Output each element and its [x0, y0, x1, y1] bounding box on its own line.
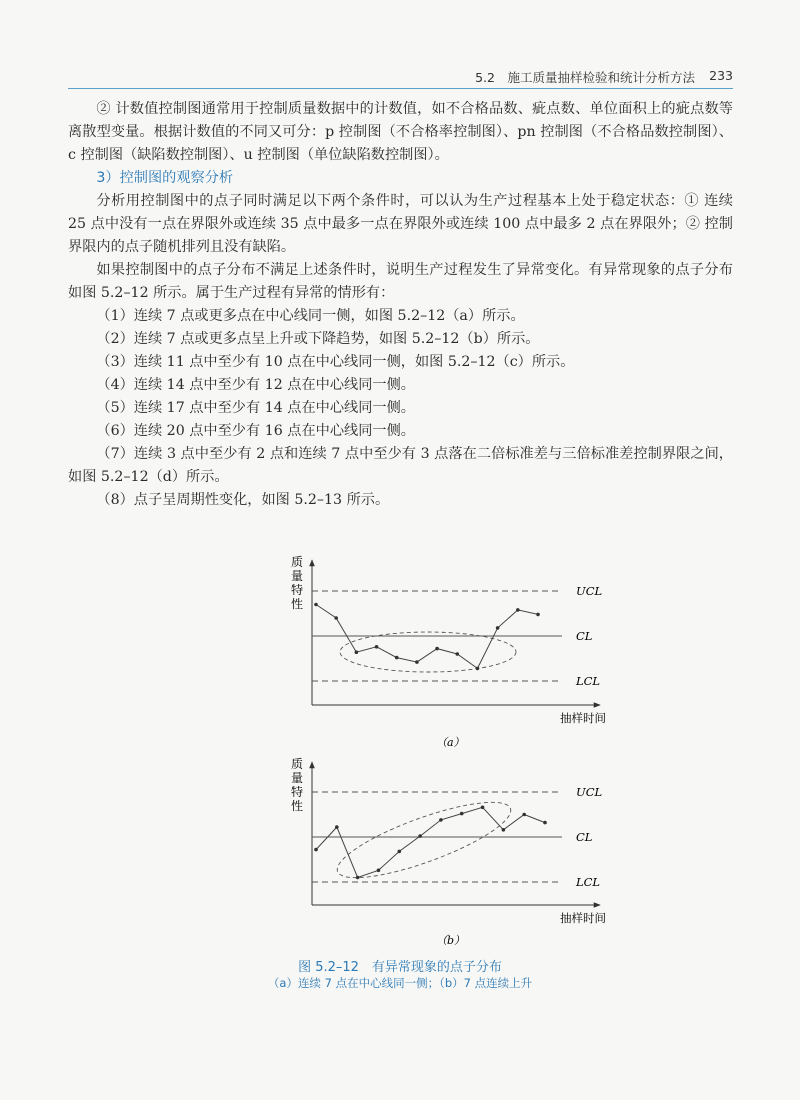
section-title: 5.2 施工质量抽样检验和统计分析方法	[475, 70, 695, 85]
data-point	[496, 626, 500, 630]
data-point	[377, 869, 381, 873]
data-point	[314, 603, 318, 607]
data-point	[460, 812, 464, 816]
data-point	[355, 650, 359, 654]
panel-label-a: （a）	[436, 736, 465, 749]
data-point	[543, 821, 547, 825]
y-axis-label-char: 质	[291, 555, 304, 569]
data-point	[334, 616, 338, 620]
paragraph-count-control-chart: ② 计数值控制图通常用于控制质量数据中的计数值，如不合格品数、疵点数、单位面积上的疵点数等离散型变量。根据计数值的不同又可分：p 控制图（不合格率控制图）、pn 控制图（不合格品数控制图）、c 控制图（缺陷数控制图）、u 控制图（单位缺陷数控制图）。	[68, 101, 733, 163]
y-axis-label-char: 量	[291, 771, 304, 785]
list-item: （7）连续 3 点中至少有 2 点和连续 7 点中至少有 3 点落在二倍标准差与三倍标准差控制界限之间，如图 5.2–12（d）所示。	[68, 446, 733, 485]
data-point	[375, 645, 379, 649]
list-item: （3）连续 11 点中至少有 10 点在中心线同一侧，如图 5.2–12（c）所示。	[96, 354, 575, 370]
paragraph-stable-conditions: 分析用控制图中的点子同时满足以下两个条件时，可以认为生产过程基本上处于稳定状态：① 连续 25 点中没有一点在界限外或连续 35 点中最多一点在界限外或连续 100 点中最多 2 点在界限外；② 控制界限内的点子随机排列且没有缺陷。	[68, 193, 733, 255]
figure-caption-sub: （a）连续 7 点在中心线同一侧；（b）7 点连续上升	[267, 976, 533, 990]
data-point	[455, 652, 459, 656]
y-axis-label-char: 量	[291, 569, 304, 583]
list-item: （8）点子呈周期性变化，如图 5.2–13 所示。	[96, 492, 390, 508]
subheading-observation: 3）控制图的观察分析	[96, 170, 234, 186]
cl-label: CL	[576, 830, 593, 844]
data-point	[481, 806, 485, 810]
data-point	[314, 848, 318, 852]
list-item: （6）连续 20 点中至少有 16 点在中心线同一侧。	[96, 423, 415, 439]
y-axis-label-char: 特	[291, 785, 304, 799]
y-axis-label-char: 性	[291, 597, 304, 611]
data-point	[536, 613, 540, 617]
x-axis-label: 抽样时间	[560, 911, 606, 925]
data-point	[522, 813, 526, 817]
lcl-label: LCL	[576, 674, 601, 688]
data-point	[395, 656, 399, 660]
x-axis-label: 抽样时间	[560, 711, 606, 725]
ucl-label: UCL	[576, 584, 603, 598]
data-point	[435, 647, 439, 651]
chart-panel-b	[291, 756, 606, 947]
y-axis-label-char: 性	[291, 799, 304, 813]
data-point	[335, 825, 339, 829]
cl-label: CL	[576, 629, 593, 643]
data-point	[439, 818, 443, 822]
panel-label-b: （b）	[436, 934, 466, 947]
data-point	[415, 660, 419, 664]
paragraph-abnormal-intro: 如果控制图中的点子分布不满足上述条件时，说明生产过程发生了异常变化。有异常现象的点子分布如图 5.2–12 所示。属于生产过程有异常的情形有：	[68, 262, 733, 301]
data-point	[516, 608, 520, 612]
list-item: （2）连续 7 点或更多点呈上升或下降趋势，如图 5.2–12（b）所示。	[96, 331, 540, 347]
series-line-b	[316, 807, 545, 877]
list-item: （4）连续 14 点中至少有 12 点在中心线同一侧。	[96, 377, 415, 393]
data-point	[418, 834, 422, 838]
data-point	[502, 828, 506, 832]
page-number: 233	[709, 68, 733, 83]
abnormal-points-ellipse	[340, 632, 516, 672]
ucl-label: UCL	[576, 785, 603, 799]
data-point	[476, 667, 480, 671]
y-axis-label-char: 特	[291, 583, 304, 597]
list-item: （5）连续 17 点中至少有 14 点在中心线同一侧。	[96, 400, 415, 416]
data-point	[397, 850, 401, 854]
chart-panel-a	[291, 554, 606, 749]
list-item: （1）连续 7 点或更多点在中心线同一侧，如图 5.2–12（a）所示。	[96, 308, 525, 324]
lcl-label: LCL	[576, 875, 601, 889]
data-point	[356, 876, 360, 880]
figure-caption-title: 图 5.2–12 有异常现象的点子分布	[298, 960, 502, 975]
y-axis-label-char: 质	[291, 757, 304, 771]
